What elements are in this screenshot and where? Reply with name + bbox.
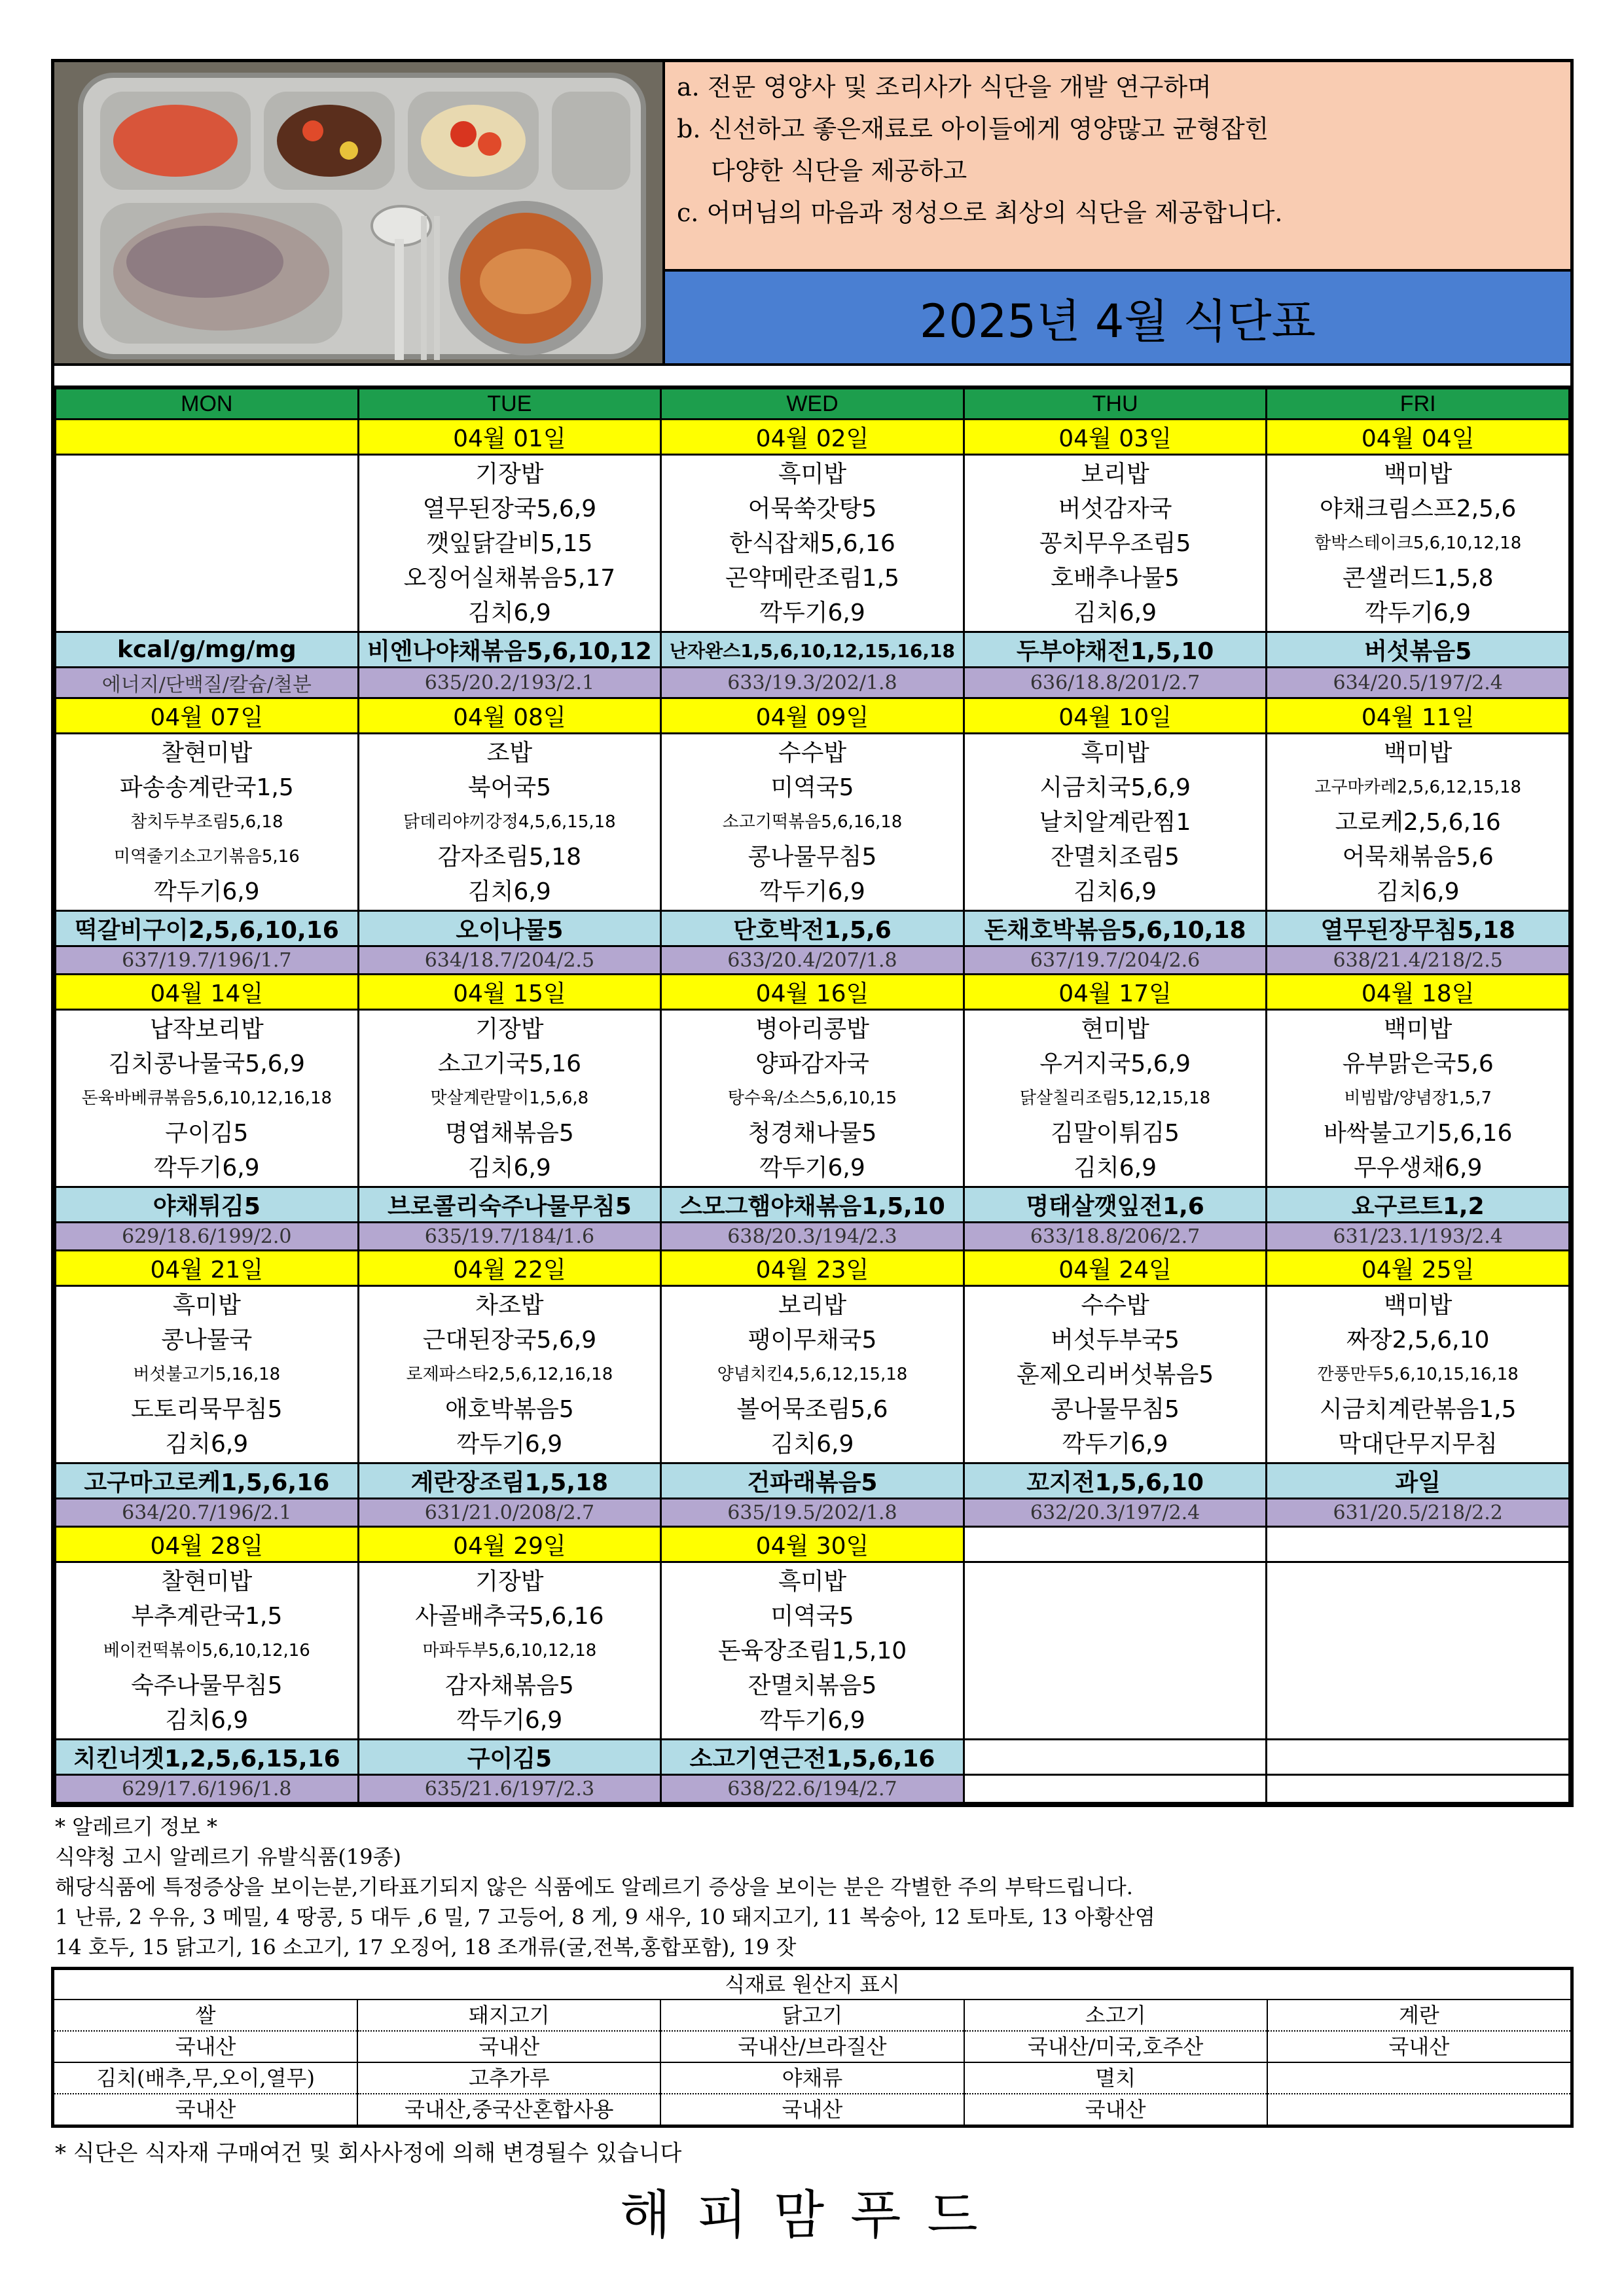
side-dish-cell xyxy=(1267,1740,1570,1775)
menu-item: 애호박볶음5 xyxy=(444,1396,574,1423)
menu-item: 양념치킨4,5,6,12,15,18 xyxy=(717,1365,908,1384)
side-dish-cell: 떡갈비구이2,5,6,10,16 xyxy=(56,911,359,946)
date-row xyxy=(56,1251,1570,1286)
day-fri: FRI xyxy=(1267,389,1570,420)
nutrition-cell: 635/21.6/197/2.3 xyxy=(358,1775,661,1803)
nutrition-cell: 637/19.7/196/1.7 xyxy=(56,946,359,975)
menu-cell xyxy=(56,1010,359,1187)
origin-cell: 멸치 xyxy=(964,2062,1267,2094)
origin-table xyxy=(51,1967,1574,2128)
date-cell: 04월 30일 xyxy=(661,1527,964,1562)
menu-item: 야채크림스프2,5,6 xyxy=(1320,495,1517,522)
menu-item: 한식잡채5,6,16 xyxy=(729,530,895,557)
day-header-row xyxy=(56,389,1570,420)
date-cell: 04월 04일 xyxy=(1267,420,1570,455)
menu-item: 김치6,9 xyxy=(1376,878,1460,905)
menu-item: 고구마카레2,5,6,12,15,18 xyxy=(1314,778,1522,797)
nutrition-cell: 638/21.4/218/2.5 xyxy=(1267,946,1570,975)
menu-cell xyxy=(1267,734,1570,911)
origin-cell xyxy=(1267,2094,1570,2125)
allergy-line-4: 14 호두, 15 닭고기, 16 소고기, 17 오징어, 18 조개류(굴,전복,홍합포함), 19 잣 xyxy=(55,1935,797,1960)
menu-table xyxy=(54,387,1570,1804)
menu-item: 미역국5 xyxy=(770,774,854,801)
date-cell xyxy=(1267,1527,1570,1562)
menu-item: 보리밥 xyxy=(778,1292,847,1319)
menu-item: 기장밥 xyxy=(475,461,544,488)
menu-item: 깍두기6,9 xyxy=(759,1155,865,1181)
menu-item: 로제파스타2,5,6,12,16,18 xyxy=(406,1365,613,1384)
menu-item: 깍두기6,9 xyxy=(759,878,865,905)
date-row xyxy=(56,1527,1570,1562)
side-dish-cell: 계란장조림1,5,18 xyxy=(358,1463,661,1499)
menu-item: 깍두기6,9 xyxy=(759,1707,865,1734)
menu-item: 콩나물무침5 xyxy=(748,844,877,870)
nutrition-cell: 634/20.5/197/2.4 xyxy=(1267,668,1570,698)
menu-row xyxy=(56,1562,1570,1740)
menu-item: 깍두기6,9 xyxy=(1365,600,1471,626)
menu-item: 김치6,9 xyxy=(1074,878,1157,905)
menu-item: 막대단무지무침 xyxy=(1338,1431,1498,1458)
allergy-line-2: 해당식품에 특정증상을 보이는분,기타표기되지 않은 식품에도 알레르기 증상을 보이는 분은 각별한 주의 부탁드립니다. xyxy=(55,1874,1133,1899)
page-title: 2025년 4월 식단표 xyxy=(665,272,1570,363)
menu-item: 보리밥 xyxy=(1081,461,1149,488)
menu-item: 소고기국5,16 xyxy=(437,1050,582,1077)
meal-tray-photo xyxy=(54,62,665,363)
side-dish-cell: 오이나물5 xyxy=(358,911,661,946)
date-cell: 04월 21일 xyxy=(56,1251,359,1286)
nutrition-cell: 631/20.5/218/2.2 xyxy=(1267,1499,1570,1527)
nutrition-row xyxy=(56,1775,1570,1803)
intro-line-b2: 다양한 식단을 제공하고 xyxy=(711,156,967,185)
origin-cell: 국내산 xyxy=(1267,2031,1570,2062)
side-dish-cell: 버섯볶음5 xyxy=(1267,632,1570,668)
menu-item: 파송송계란국1,5 xyxy=(119,774,294,801)
menu-item: 비빔밥/양념장1,5,7 xyxy=(1344,1088,1492,1108)
menu-cell xyxy=(56,1562,359,1740)
meal-tray-image xyxy=(54,62,662,363)
menu-item: 우거지국5,6,9 xyxy=(1039,1050,1191,1077)
side-dish-row xyxy=(56,1740,1570,1775)
nutrition-row xyxy=(56,1223,1570,1251)
day-tue: TUE xyxy=(358,389,661,420)
menu-cell xyxy=(358,734,661,911)
origin-cell: 돼지고기 xyxy=(357,2000,660,2031)
date-cell xyxy=(964,1527,1267,1562)
menu-item: 시금치국5,6,9 xyxy=(1039,774,1191,801)
menu-item: 미역국5 xyxy=(770,1603,854,1630)
menu-item: 깍두기6,9 xyxy=(1062,1431,1168,1458)
menu-item: 기장밥 xyxy=(475,1016,544,1043)
menu-item: 깍두기6,9 xyxy=(456,1431,563,1458)
date-cell: 04월 18일 xyxy=(1267,975,1570,1010)
menu-item: 명엽채볶음5 xyxy=(444,1120,574,1147)
nutrition-cell: 629/18.6/199/2.0 xyxy=(56,1223,359,1251)
side-dish-cell: kcal/g/mg/mg xyxy=(56,632,359,668)
allergy-info xyxy=(55,1812,1580,1962)
menu-item: 돈육바베큐볶음5,6,10,12,16,18 xyxy=(81,1088,333,1108)
menu-item: 감자조림5,18 xyxy=(437,844,582,870)
company-name: 해피맘푸드 xyxy=(620,2185,1004,2246)
date-row xyxy=(56,698,1570,734)
side-dish-cell: 소고기연근전1,5,6,16 xyxy=(661,1740,964,1775)
date-cell: 04월 17일 xyxy=(964,975,1267,1010)
nutrition-cell xyxy=(964,1775,1267,1803)
menu-item: 흑미밥 xyxy=(1081,740,1149,766)
nutrition-cell: 632/20.3/197/2.4 xyxy=(964,1499,1267,1527)
side-dish-cell: 명태살깻잎전1,6 xyxy=(964,1187,1267,1223)
menu-item: 무우생채6,9 xyxy=(1354,1155,1483,1181)
menu-item: 훈제오리버섯볶음5 xyxy=(1017,1361,1214,1388)
date-cell: 04월 15일 xyxy=(358,975,661,1010)
date-cell: 04월 11일 xyxy=(1267,698,1570,734)
side-dish-cell: 꼬지전1,5,6,10 xyxy=(964,1463,1267,1499)
menu-item: 어묵쑥갓탕5 xyxy=(748,495,877,522)
menu-item: 부추계란국1,5 xyxy=(131,1603,283,1630)
nutrition-cell: 631/21.0/208/2.7 xyxy=(358,1499,661,1527)
side-dish-cell: 과일 xyxy=(1267,1463,1570,1499)
nutrition-row xyxy=(56,668,1570,698)
date-cell: 04월 23일 xyxy=(661,1251,964,1286)
menu-item: 김치6,9 xyxy=(1074,1155,1157,1181)
side-dish-cell: 비엔나야채볶음5,6,10,12 xyxy=(358,632,661,668)
menu-item: 함박스테이크5,6,10,12,18 xyxy=(1314,533,1522,553)
menu-item: 김치콩나물국5,6,9 xyxy=(108,1050,305,1077)
menu-item: 흑미밥 xyxy=(778,1568,847,1595)
menu-item: 근대된장국5,6,9 xyxy=(422,1327,597,1354)
intro-line-c: c. 어머님의 마음과 정성으로 최상의 식단을 제공합니다. xyxy=(677,198,1283,227)
menu-item: 김치6,9 xyxy=(165,1707,249,1734)
side-dish-cell xyxy=(964,1740,1267,1775)
intro-box xyxy=(665,62,1570,272)
day-wed: WED xyxy=(661,389,964,420)
change-notice: * 식단은 식자재 구매여건 및 회사사정에 의해 변경될수 있습니다 xyxy=(55,2140,682,2166)
side-dish-cell: 난자완스1,5,6,10,12,15,16,18 xyxy=(661,632,964,668)
menu-item: 돈육장조림1,5,10 xyxy=(717,1638,907,1664)
side-dish-cell: 단호박전1,5,6 xyxy=(661,911,964,946)
side-dish-row xyxy=(56,1463,1570,1499)
menu-item: 꽁치무우조림5 xyxy=(1039,530,1191,557)
header-area xyxy=(54,62,1570,366)
menu-item: 감자채볶음5 xyxy=(444,1672,574,1699)
menu-item: 버섯감자국 xyxy=(1058,495,1172,522)
menu-item: 수수밥 xyxy=(1081,1292,1149,1319)
nutrition-cell: 634/18.7/204/2.5 xyxy=(358,946,661,975)
menu-row xyxy=(56,455,1570,632)
menu-row xyxy=(56,734,1570,911)
menu-item: 콩나물국 xyxy=(161,1327,253,1354)
nutrition-cell: 635/19.7/184/1.6 xyxy=(358,1223,661,1251)
menu-item: 김치6,9 xyxy=(1074,600,1157,626)
nutrition-cell: 634/20.7/196/2.1 xyxy=(56,1499,359,1527)
side-dish-cell: 고구마고로케1,5,6,16 xyxy=(56,1463,359,1499)
menu-item: 기장밥 xyxy=(475,1568,544,1595)
side-dish-cell: 브로콜리숙주나물무침5 xyxy=(358,1187,661,1223)
menu-item: 백미밥 xyxy=(1384,740,1453,766)
menu-item: 오징어실채볶음5,17 xyxy=(403,565,616,592)
menu-item: 병아리콩밥 xyxy=(755,1016,869,1043)
date-row xyxy=(56,975,1570,1010)
date-cell: 04월 10일 xyxy=(964,698,1267,734)
side-dish-cell: 스모그햄야채볶음1,5,10 xyxy=(661,1187,964,1223)
side-dish-cell: 열무된장무침5,18 xyxy=(1267,911,1570,946)
menu-cell xyxy=(661,1562,964,1740)
menu-item: 김치6,9 xyxy=(165,1431,249,1458)
menu-cell xyxy=(661,1286,964,1463)
menu-item: 청경채나물5 xyxy=(748,1120,877,1147)
menu-item: 볼어묵조림5,6 xyxy=(736,1396,888,1423)
menu-item: 수수밥 xyxy=(778,740,847,766)
nutrition-cell: 631/23.1/193/2.4 xyxy=(1267,1223,1570,1251)
menu-item: 참치두부조림5,6,18 xyxy=(130,812,283,832)
allergy-heading: * 알레르기 정보 * xyxy=(55,1814,217,1839)
side-dish-cell: 두부야채전1,5,10 xyxy=(964,632,1267,668)
menu-item: 찰현미밥 xyxy=(161,1568,253,1595)
menu-item: 닭살칠리조림5,12,15,18 xyxy=(1019,1088,1211,1108)
intro-line-b1: b. 신선하고 좋은재료로 아이들에게 영양많고 균형잡힌 xyxy=(677,115,1269,143)
origin-cell: 닭고기 xyxy=(660,2000,964,2031)
allergy-line-1: 식약청 고시 알레르기 유발식품(19종) xyxy=(55,1844,401,1869)
origin-cell: 국내산/브라질산 xyxy=(660,2031,964,2062)
menu-cell xyxy=(964,1562,1267,1740)
nutrition-cell: 629/17.6/196/1.8 xyxy=(56,1775,359,1803)
origin-grid xyxy=(54,2000,1570,2125)
menu-item: 곤약메란조림1,5 xyxy=(725,565,899,592)
date-cell: 04월 08일 xyxy=(358,698,661,734)
origin-cell: 국내산 xyxy=(964,2094,1267,2125)
date-cell xyxy=(56,420,359,455)
menu-item: 김치6,9 xyxy=(467,1155,551,1181)
menu-cell xyxy=(1267,1562,1570,1740)
menu-item: 호배추나물5 xyxy=(1051,565,1180,592)
menu-item: 미역줄기소고기볶음5,16 xyxy=(113,847,300,867)
origin-cell: 국내산 xyxy=(357,2031,660,2062)
menu-item: 깍두기6,9 xyxy=(154,1155,260,1181)
menu-item: 북어국5 xyxy=(467,774,551,801)
side-dish-row xyxy=(56,632,1570,668)
day-thu: THU xyxy=(964,389,1267,420)
header-right xyxy=(665,62,1570,363)
origin-cell: 야채류 xyxy=(660,2062,964,2094)
date-cell: 04월 02일 xyxy=(661,420,964,455)
date-cell: 04월 16일 xyxy=(661,975,964,1010)
menu-cell xyxy=(1267,1010,1570,1187)
menu-item: 닭데리야끼강정4,5,6,15,18 xyxy=(403,812,616,832)
date-cell: 04월 03일 xyxy=(964,420,1267,455)
side-dish-cell: 구이김5 xyxy=(358,1740,661,1775)
menu-item: 팽이무채국5 xyxy=(748,1327,877,1354)
origin-cell: 국내산 xyxy=(660,2094,964,2125)
menu-cell xyxy=(964,455,1267,632)
date-cell: 04월 24일 xyxy=(964,1251,1267,1286)
menu-item: 탕수육/소스5,6,10,15 xyxy=(727,1088,897,1108)
date-cell: 04월 09일 xyxy=(661,698,964,734)
origin-cell: 소고기 xyxy=(964,2000,1267,2031)
menu-cell xyxy=(661,734,964,911)
menu-cell xyxy=(964,1010,1267,1187)
menu-item: 양파감자국 xyxy=(755,1050,869,1077)
menu-item: 조밥 xyxy=(486,740,533,766)
spacer-row xyxy=(54,366,1570,387)
menu-item: 도토리묵무침5 xyxy=(131,1396,283,1423)
menu-row xyxy=(56,1286,1570,1463)
menu-item: 숙주나물무침5 xyxy=(131,1672,283,1699)
allergy-line-3: 1 난류, 2 우유, 3 메밀, 4 땅콩, 5 대두 ,6 밀, 7 고등어, 8 게, 9 새우, 10 돼지고기, 11 복숭아, 12 토마토, 13 아황산염 xyxy=(55,1905,1155,1929)
menu-item: 베이컨떡볶이5,6,10,12,16 xyxy=(103,1641,310,1660)
nutrition-cell xyxy=(1267,1775,1570,1803)
nutrition-cell: 638/20.3/194/2.3 xyxy=(661,1223,964,1251)
side-dish-cell: 요구르트1,2 xyxy=(1267,1187,1570,1223)
origin-row xyxy=(54,2031,1570,2062)
date-cell: 04월 22일 xyxy=(358,1251,661,1286)
menu-item: 열무된장국5,6,9 xyxy=(422,495,597,522)
menu-cell xyxy=(56,455,359,632)
date-cell: 04월 07일 xyxy=(56,698,359,734)
menu-cell xyxy=(1267,455,1570,632)
nutrition-cell: 633/19.3/202/1.8 xyxy=(661,668,964,698)
menu-item: 깍두기6,9 xyxy=(759,600,865,626)
menu-item: 흑미밥 xyxy=(172,1292,241,1319)
menu-item: 어묵채볶음5,6 xyxy=(1342,844,1494,870)
menu-item: 버섯두부국5 xyxy=(1051,1327,1180,1354)
origin-cell: 김치(배추,무,오이,열무) xyxy=(54,2062,357,2094)
origin-cell: 고추가루 xyxy=(357,2062,660,2094)
origin-cell: 쌀 xyxy=(54,2000,357,2031)
side-dish-cell: 건파래볶음5 xyxy=(661,1463,964,1499)
menu-item: 콘샐러드1,5,8 xyxy=(1342,565,1494,592)
menu-cell xyxy=(661,455,964,632)
origin-cell xyxy=(1267,2062,1570,2094)
side-dish-cell: 야채튀김5 xyxy=(56,1187,359,1223)
origin-title: 식재료 원산지 표시 xyxy=(54,1970,1570,2000)
menu-item: 콩나물무침5 xyxy=(1051,1396,1180,1423)
menu-item: 깻잎닭갈비5,15 xyxy=(426,530,593,557)
nutrition-cell: 638/22.6/194/2.7 xyxy=(661,1775,964,1803)
nutrition-cell: 635/19.5/202/1.8 xyxy=(661,1499,964,1527)
menu-sheet xyxy=(51,59,1574,1807)
origin-row xyxy=(54,2094,1570,2125)
menu-cell xyxy=(358,1562,661,1740)
menu-item: 맛살계란말이1,5,6,8 xyxy=(430,1088,589,1108)
menu-item: 구이김5 xyxy=(165,1120,249,1147)
origin-cell: 국내산 xyxy=(54,2031,357,2062)
intro-line-a: a. 전문 영양사 및 조리사가 식단을 개발 연구하며 xyxy=(677,73,1212,101)
side-dish-cell: 돈채호박볶음5,6,10,18 xyxy=(964,911,1267,946)
side-dish-row xyxy=(56,911,1570,946)
menu-item: 고로케2,5,6,16 xyxy=(1335,809,1501,836)
menu-item: 김말이튀김5 xyxy=(1051,1120,1180,1147)
menu-cell xyxy=(358,1286,661,1463)
menu-item: 사골배추국5,6,16 xyxy=(415,1603,604,1630)
nutrition-cell: 637/19.7/204/2.6 xyxy=(964,946,1267,975)
date-cell: 04월 14일 xyxy=(56,975,359,1010)
origin-cell: 국내산,중국산혼합사용 xyxy=(357,2094,660,2125)
menu-item: 백미밥 xyxy=(1384,461,1453,488)
date-cell: 04월 29일 xyxy=(358,1527,661,1562)
nutrition-row xyxy=(56,946,1570,975)
origin-cell: 계란 xyxy=(1267,2000,1570,2031)
menu-item: 김치6,9 xyxy=(467,600,551,626)
date-row xyxy=(56,420,1570,455)
side-dish-cell: 치킨너겟1,2,5,6,15,16 xyxy=(56,1740,359,1775)
origin-cell: 국내산/미국,호주산 xyxy=(964,2031,1267,2062)
origin-row xyxy=(54,2062,1570,2094)
date-cell: 04월 28일 xyxy=(56,1527,359,1562)
date-cell: 04월 25일 xyxy=(1267,1251,1570,1286)
menu-item: 깍두기6,9 xyxy=(154,878,260,905)
menu-cell xyxy=(1267,1286,1570,1463)
nutrition-cell: 635/20.2/193/2.1 xyxy=(358,668,661,698)
nutrition-cell: 636/18.8/201/2.7 xyxy=(964,668,1267,698)
nutrition-row xyxy=(56,1499,1570,1527)
menu-item: 바싹불고기5,6,16 xyxy=(1323,1120,1513,1147)
menu-cell xyxy=(661,1010,964,1187)
menu-item: 납작보리밥 xyxy=(149,1016,264,1043)
nutrition-cell: 에너지/단백질/칼슘/철분 xyxy=(56,668,359,698)
menu-item: 김치6,9 xyxy=(770,1431,854,1458)
menu-cell xyxy=(56,1286,359,1463)
day-mon: MON xyxy=(56,389,359,420)
menu-item: 백미밥 xyxy=(1384,1016,1453,1043)
menu-item: 유부맑은국5,6 xyxy=(1342,1050,1494,1077)
menu-row xyxy=(56,1010,1570,1187)
menu-item: 잔멸치볶음5 xyxy=(748,1672,877,1699)
menu-cell xyxy=(56,734,359,911)
menu-item: 김치6,9 xyxy=(467,878,551,905)
menu-item: 날치알계란찜1 xyxy=(1039,809,1191,836)
menu-item: 깍두기6,9 xyxy=(456,1707,563,1734)
menu-cell xyxy=(964,1286,1267,1463)
menu-item: 버섯불고기5,16,18 xyxy=(133,1365,281,1384)
nutrition-cell: 633/18.8/206/2.7 xyxy=(964,1223,1267,1251)
menu-cell xyxy=(964,734,1267,911)
menu-item: 백미밥 xyxy=(1384,1292,1453,1319)
menu-cell xyxy=(358,1010,661,1187)
menu-item: 차조밥 xyxy=(475,1292,544,1319)
origin-cell: 국내산 xyxy=(54,2094,357,2125)
origin-row xyxy=(54,2000,1570,2031)
menu-item: 짜장2,5,6,10 xyxy=(1346,1327,1490,1354)
menu-item: 현미밥 xyxy=(1081,1016,1149,1043)
menu-item: 흑미밥 xyxy=(778,461,847,488)
date-cell: 04월 01일 xyxy=(358,420,661,455)
side-dish-row xyxy=(56,1187,1570,1223)
nutrition-cell: 633/20.4/207/1.8 xyxy=(661,946,964,975)
menu-item: 깐풍만두5,6,10,15,16,18 xyxy=(1317,1365,1519,1384)
menu-item: 시금치계란볶음1,5 xyxy=(1319,1396,1517,1423)
menu-item: 잔멸치조림5 xyxy=(1051,844,1180,870)
menu-item: 찰현미밥 xyxy=(161,740,253,766)
menu-cell xyxy=(358,455,661,632)
menu-item: 마파두부5,6,10,12,18 xyxy=(422,1641,597,1660)
menu-item: 소고기떡볶음5,6,16,18 xyxy=(722,812,903,832)
